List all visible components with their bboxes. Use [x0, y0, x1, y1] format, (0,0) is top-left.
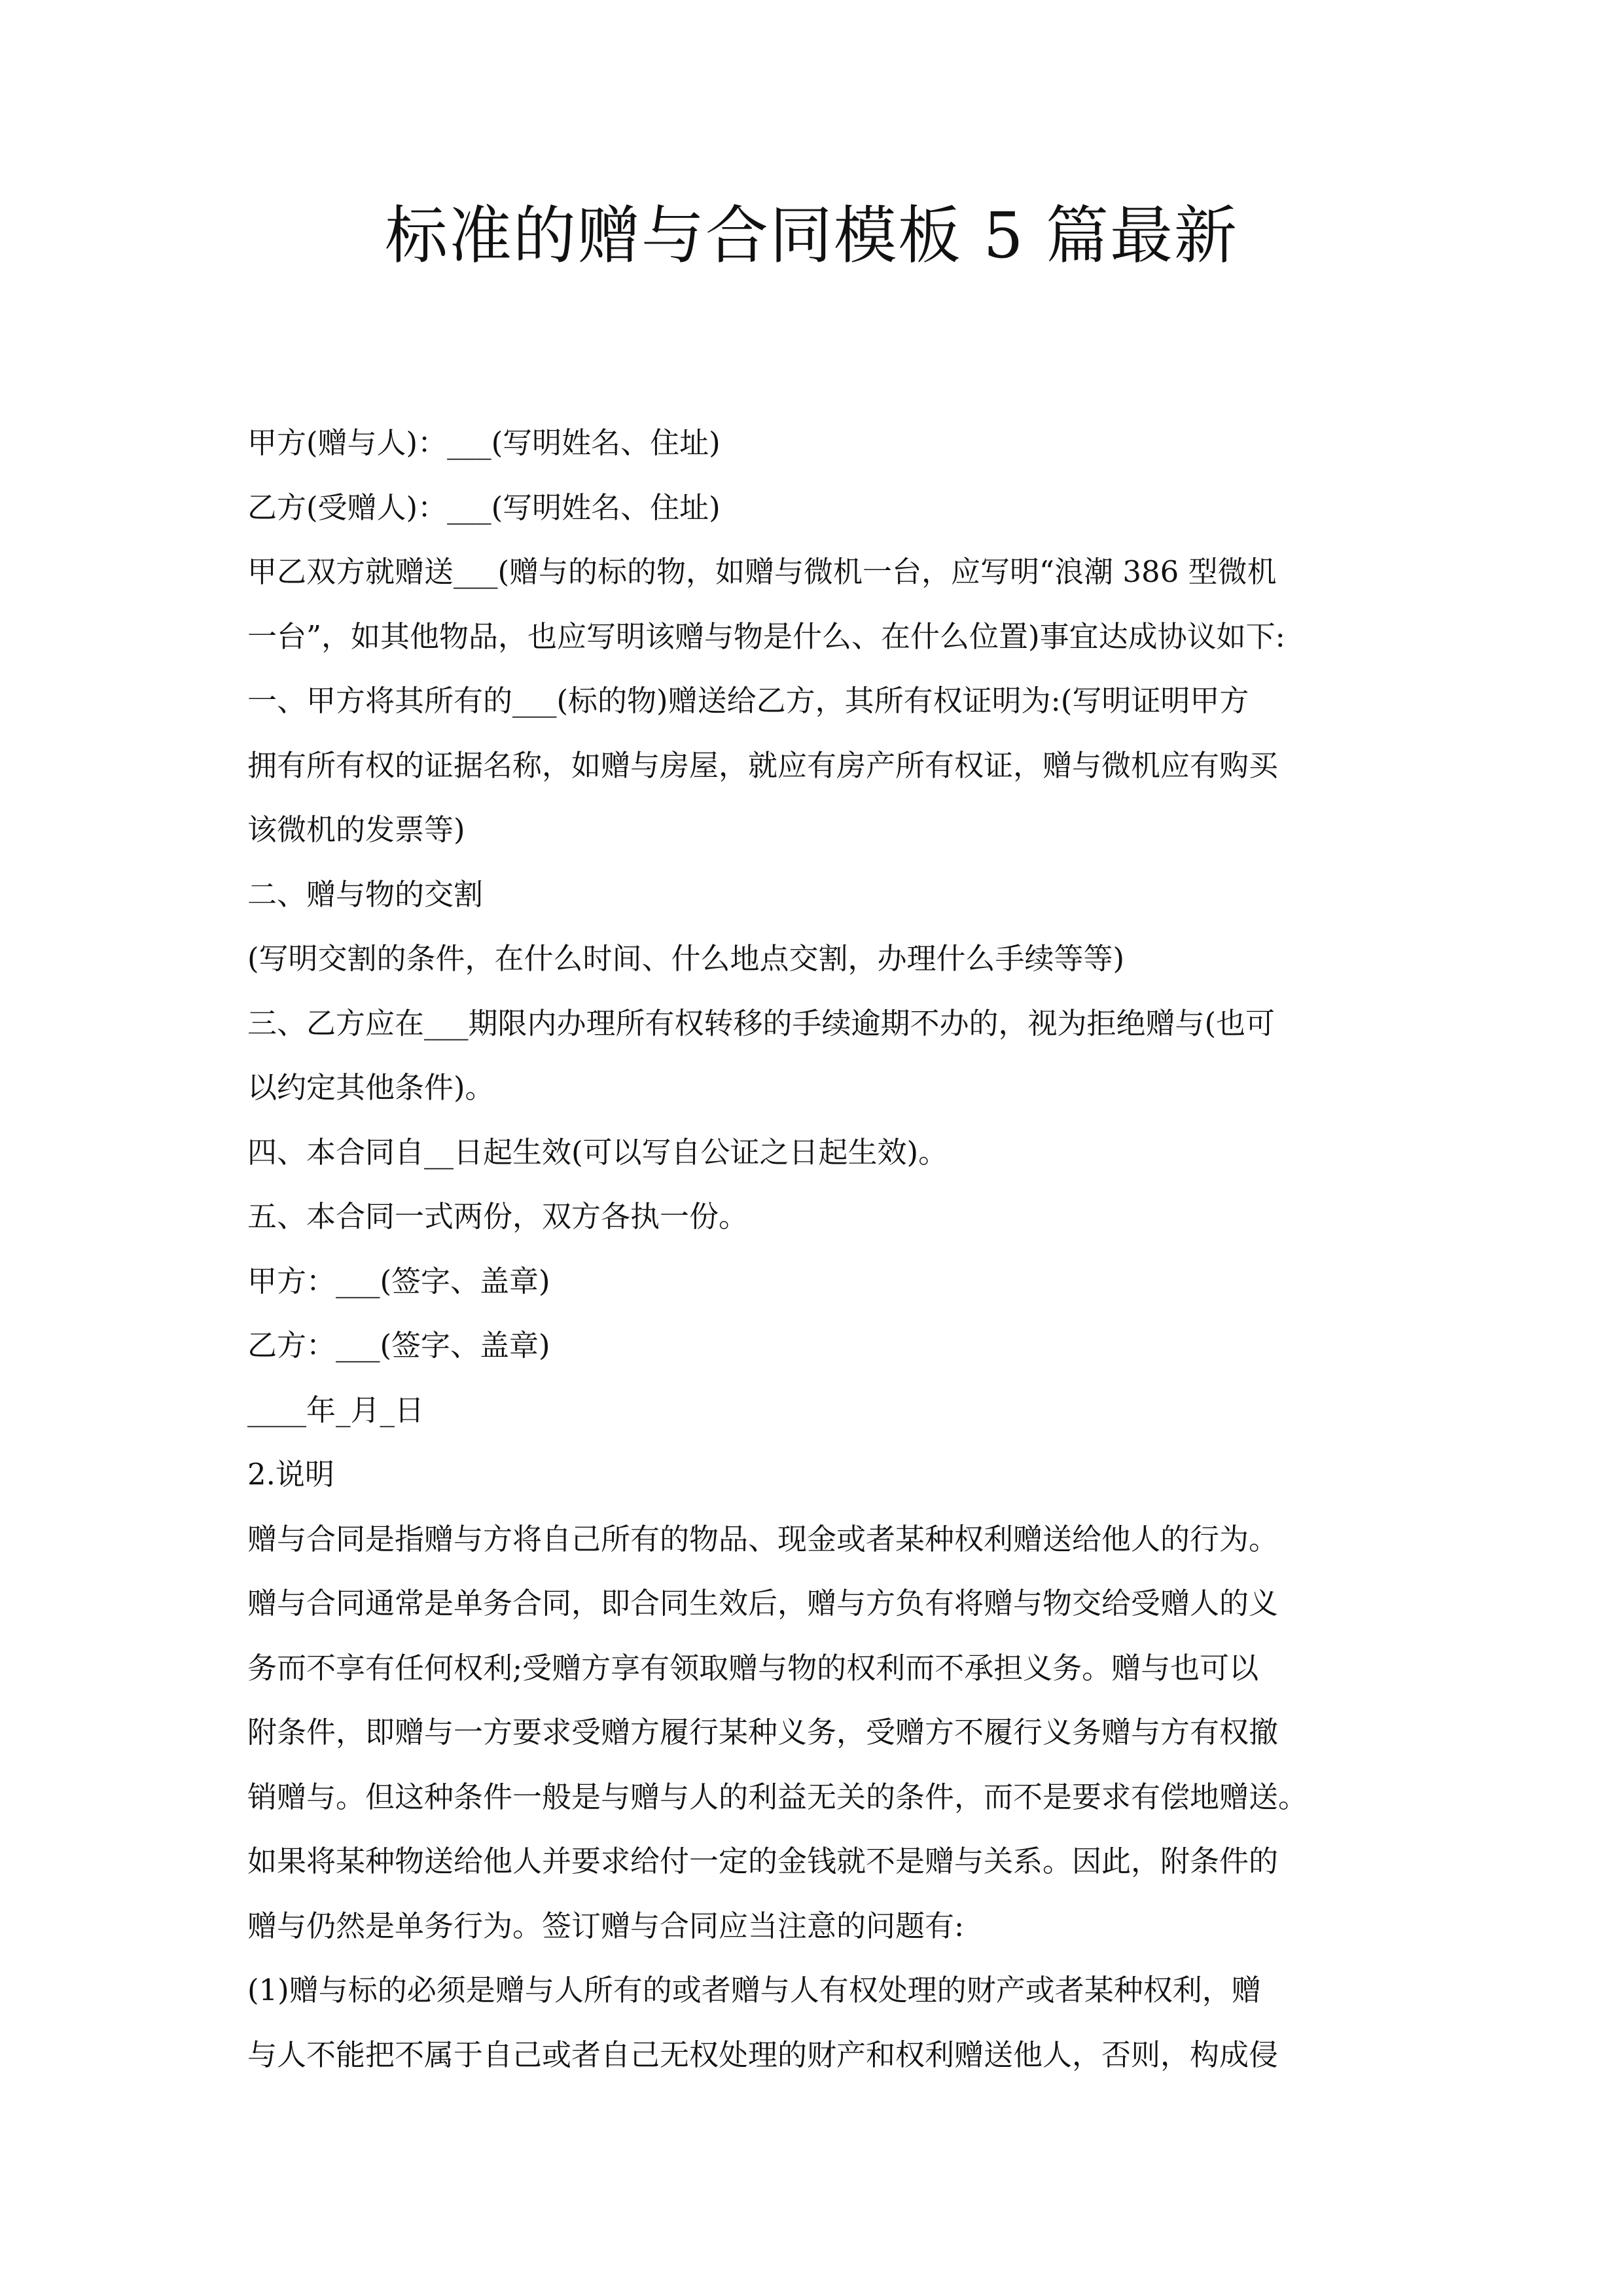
note-one-line: 与人不能把不属于自己或者自己无权处理的财产和权利赠送他人，否则，构成侵 — [247, 2037, 1279, 2072]
agreement-intro-line: 一台”，如其他物品，也应写明该赠与物是什么、在什么位置)事宜达成协议如下: — [247, 619, 1285, 654]
explanation-line: 赠与合同通常是单务合同，即合同生效后，赠与方负有将赠与物交给受赠人的义 — [247, 1586, 1279, 1621]
agreement-intro-line: 甲乙双方就赠送___(赠与的标的物，如赠与微机一台，应写明“浪潮 386 型微机 — [247, 554, 1277, 589]
clause-five-line: 五、本合同一式两份，双方各执一份。 — [247, 1199, 749, 1234]
explanation-line: 务而不享有任何权利;受赠方享有领取赠与物的权利而不承担义务。赠与也可以 — [247, 1650, 1259, 1685]
clause-three-line: 以约定其他条件)。 — [247, 1070, 495, 1105]
explanation-line: 如果将某种物送给他人并要求给付一定的金钱就不是赠与关系。因此，附条件的 — [247, 1844, 1279, 1878]
explanation-line: 销赠与。但这种条件一般是与赠与人的利益无关的条件，而不是要求有偿地赠送。 — [247, 1779, 1308, 1814]
clause-one-line: 一、甲方将其所有的___(标的物)赠送给乙方，其所有权证明为:(写明证明甲方 — [247, 683, 1249, 718]
document-title: 标准的赠与合同模板 5 篇最新 — [384, 199, 1239, 272]
party-a-signature-line: 甲方：___(签字、盖章) — [247, 1263, 550, 1299]
party-a-line: 甲方(赠与人)：___(写明姓名、住址) — [247, 425, 721, 460]
clause-three-line: 三、乙方应在___期限内办理所有权转移的手续逾期不办的，视为拒绝赠与(也可 — [247, 1005, 1275, 1041]
party-b-signature-line: 乙方：___(签字、盖章) — [247, 1328, 550, 1363]
clause-two-line: (写明交割的条件，在什么时间、什么地点交割，办理什么手续等等) — [247, 941, 1125, 976]
explanation-line: 赠与仍然是单务行为。签订赠与合同应当注意的问题有: — [247, 1908, 965, 1943]
party-b-line: 乙方(受赠人)：___(写明姓名、住址) — [247, 490, 721, 525]
explanation-line: 赠与合同是指赠与方将自己所有的物品、现金或者某种权利赠送给他人的行为。 — [247, 1521, 1279, 1556]
document-body — [247, 411, 1399, 2087]
date-line: ____年_月_日 — [247, 1392, 425, 1427]
clause-one-line: 拥有所有权的证据名称，如赠与房屋，就应有房产所有权证，赠与微机应有购买 — [247, 747, 1279, 783]
explanation-line: 附条件，即赠与一方要求受赠方履行某种义务，受赠方不履行义务赠与方有权撤 — [247, 1715, 1279, 1749]
clause-one-line: 该微机的发票等) — [247, 812, 465, 847]
clause-four-line: 四、本合同自__日起生效(可以写自公证之日起生效)。 — [247, 1134, 948, 1170]
clause-two-heading: 二、赠与物的交割 — [247, 876, 484, 912]
explanation-heading: 2.说明 — [247, 1457, 334, 1492]
note-one-line: (1)赠与标的必须是赠与人所有的或者赠与人有权处理的财产或者某种权利，赠 — [247, 1973, 1261, 2007]
